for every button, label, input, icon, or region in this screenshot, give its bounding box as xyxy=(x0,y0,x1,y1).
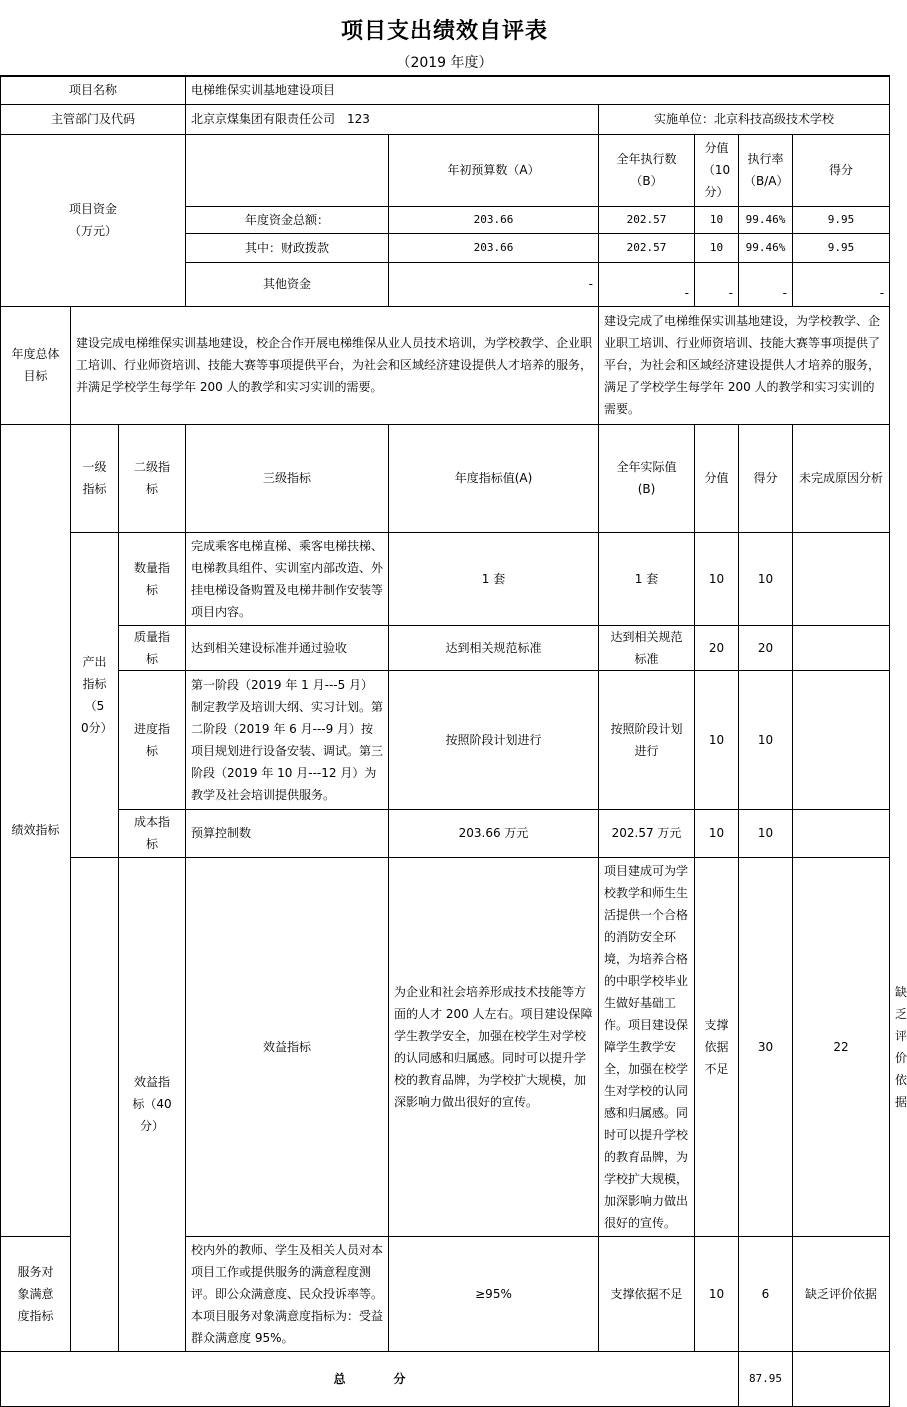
indicator-score-value: 10 xyxy=(695,1236,739,1351)
indicator-level3: 完成乘客电梯直梯、乘客电梯扶梯、电梯教具组件、实训室内部改造、外挂电梯设备购置及电梯井制作安装等项目内容。 xyxy=(186,532,389,625)
indicator-target: 1 套 xyxy=(389,532,599,625)
indicator-reason xyxy=(793,670,890,809)
project-name-value: 电梯维保实训基地建设项目 xyxy=(186,76,890,104)
funds-row-executed: - xyxy=(599,262,695,306)
header-actual: 全年实际值 (B) xyxy=(599,424,695,532)
benefit-section-blank xyxy=(71,857,119,1351)
indicator-row-benefit: 效益指标（40分） 效益指标 为企业和社会培养形成技术技能等方面的人才 200 人左右。项目建设保障学生教学安全，加强在校学生对学校的认同感和归属感。同时可以提升学校的教育品牌，为学校扩大规模，加深影响力做出很好的宣传。 项目建成可为学校教学和师生生活提供一个合格的消防安全环境，为培养合格的中职学校毕业生做好基础工作。项目建设保障学生教学安全，加强在校学生对学校的认同感和归属感。同时可以提升学校的教育品牌，为学校扩大规模，加深影响力做出很好的宣传。 支撑依据不足 30 22 缺乏评价依据 xyxy=(1,857,890,1236)
indicator-target: 按照阶段计划进行 xyxy=(389,670,599,809)
indicator-level2: 质量指标 xyxy=(119,625,186,670)
funds-header-executed: 全年执行数 （B） xyxy=(599,134,695,206)
funds-header-score: 得分 xyxy=(793,134,890,206)
funds-row-rate: - xyxy=(739,262,793,306)
indicator-score: 6 xyxy=(739,1236,793,1351)
header-reason: 未完成原因分析 xyxy=(793,424,890,532)
indicator-level3: 为企业和社会培养形成技术技能等方面的人才 200 人左右。项目建设保障学生教学安全，加强在校学生对学校的认同感和归属感。同时可以提升学校的教育品牌，为学校扩大规模，加深影响力做出很好的宣传。 xyxy=(389,857,599,1236)
indicator-level2: 效益指标 xyxy=(186,857,389,1236)
indicator-level3: 达到相关建设标准并通过验收 xyxy=(186,625,389,670)
header-score-value: 分值 xyxy=(695,424,739,532)
row-project-name xyxy=(1,76,890,104)
header-target: 年度指标值(A) xyxy=(389,424,599,532)
indicator-target: 达到相关规范标准 xyxy=(389,625,599,670)
goals-actual: 建设完成了电梯维保实训基地建设，为学校教学、企业职工培训、行业师资培训、技能大赛等事项提供了平台，为社会和区域经济建设提供人才培养的服务，满足了学校学生每学年 200 人的教学和实习实训的需要。 xyxy=(599,306,890,424)
header-level1: 一级指标 xyxy=(71,424,119,532)
indicator-level2: 成本指标 xyxy=(119,809,186,857)
indicator-target: ≥95% xyxy=(389,1236,599,1351)
indicator-row-cost xyxy=(1,809,890,857)
indicator-target: 203.66 万元 xyxy=(389,809,599,857)
indicator-reason: 缺乏评价依据 xyxy=(793,1236,890,1351)
funds-row-executed: 202.57 xyxy=(599,206,695,233)
indicator-level2: 进度指标 xyxy=(119,670,186,809)
document-subtitle: （2019 年度） xyxy=(396,55,493,71)
dept-label: 主管部门及代码 xyxy=(1,104,186,134)
indicator-score-value: 20 xyxy=(695,625,739,670)
row-dept xyxy=(1,104,890,134)
indicator-actual: 202.57 万元 xyxy=(599,809,695,857)
indicators-section-label: 绩效指标 xyxy=(1,424,71,1236)
self-evaluation-table xyxy=(0,75,907,1407)
indicator-actual: 支撑依据不足 xyxy=(695,857,739,1236)
funds-row-score-value: 10 xyxy=(695,233,739,262)
funds-section-label: 项目资金 （万元） xyxy=(1,134,186,306)
output-group-label: 产出指标（50分） xyxy=(71,532,119,857)
row-total xyxy=(1,1351,890,1406)
funds-row-score: 9.95 xyxy=(793,206,890,233)
funds-row-label: 其中：财政拨款 xyxy=(186,233,389,262)
indicator-actual: 按照阶段计划进行 xyxy=(599,670,695,809)
funds-row-executed: 202.57 xyxy=(599,233,695,262)
indicator-row-progress xyxy=(1,670,890,809)
indicator-target: 项目建成可为学校教学和师生生活提供一个合格的消防安全环境，为培养合格的中职学校毕业生做好基础工作。项目建设保障学生教学安全，加强在校学生对学校的认同感和归属感。同时可以提升学校的教育品牌，为学校扩大规模，加深影响力做出很好的宣传。 xyxy=(599,857,695,1236)
indicator-reason xyxy=(793,809,890,857)
indicator-level3: 预算控制数 xyxy=(186,809,389,857)
indicator-score: 10 xyxy=(739,809,793,857)
funds-row-label: 年度资金总额： xyxy=(186,206,389,233)
row-funds-header xyxy=(1,134,890,206)
indicator-level2: 数量指标 xyxy=(119,532,186,625)
total-label: 总 分 xyxy=(1,1351,739,1406)
funds-row-budget: - xyxy=(389,262,599,306)
funds-header-budget: 年初预算数（A） xyxy=(389,134,599,206)
indicator-actual: 达到相关规范标准 xyxy=(599,625,695,670)
funds-row-budget: 203.66 xyxy=(389,206,599,233)
indicator-score: 10 xyxy=(739,670,793,809)
row-goals xyxy=(1,306,890,424)
goals-label: 年度总体目标 xyxy=(1,306,71,424)
indicator-score-value: 10 xyxy=(695,532,739,625)
indicator-reason xyxy=(793,532,890,625)
indicator-actual: 1 套 xyxy=(599,532,695,625)
funds-row-score-value: - xyxy=(695,262,739,306)
funds-row-label: 其他资金 xyxy=(186,262,389,306)
funds-header-score-value: 分值 （10 分） xyxy=(695,134,739,206)
indicator-level2: 服务对象满意度指标 xyxy=(1,1236,71,1351)
benefit-group-label: 效益指标（40分） xyxy=(119,857,186,1351)
dept-value: 北京京煤集团有限责任公司 123 xyxy=(186,104,599,134)
header-level3: 三级指标 xyxy=(186,424,389,532)
indicator-score: 10 xyxy=(739,532,793,625)
goals-planned: 建设完成电梯维保实训基地建设，校企合作开展电梯维保从业人员技术培训，为学校教学、企业职工培训、行业师资培训、技能大赛等事项提供平台，为社会和区域经济建设提供人才培养的服务，并满足学校学生每学年 200 人的教学和实习实训的需要。 xyxy=(71,306,599,424)
total-score: 87.95 xyxy=(739,1351,793,1406)
funds-row-rate: 99.46% xyxy=(739,233,793,262)
indicator-reason xyxy=(793,625,890,670)
total-blank xyxy=(793,1351,890,1406)
funds-row-rate: 99.46% xyxy=(739,206,793,233)
funds-header-rate: 执行率 （B/A） xyxy=(739,134,793,206)
indicator-level3: 校内外的教师、学生及相关人员对本项目工作或提供服务的满意程度测评。即公众满意度、民众投诉率等。本项目服务对象满意度指标为：受益群众满意度 95%。 xyxy=(186,1236,389,1351)
funds-row-budget: 203.66 xyxy=(389,233,599,262)
indicator-score: 20 xyxy=(739,625,793,670)
indicator-row-quantity xyxy=(1,532,890,625)
indicator-score-value: 30 xyxy=(739,857,793,1236)
impl-unit: 实施单位：北京科技高级技术学校 xyxy=(599,104,890,134)
indicator-score: 22 xyxy=(793,857,890,1236)
header-level2: 二级指标 xyxy=(119,424,186,532)
funds-row-score: - xyxy=(793,262,890,306)
funds-header-blank xyxy=(186,134,389,206)
indicator-row-quality xyxy=(1,625,890,670)
document-title: 项目支出绩效自评表 xyxy=(340,18,548,44)
indicator-level3: 第一阶段（2019 年 1 月---5 月）制定教学及培训大纲、实习计划。第二阶段（2019 年 6 月---9 月）按项目规划进行设备安装、调试。第三阶段（2019 年 10 月---12 月）为教学及社会培训提供服务。 xyxy=(186,670,389,809)
header-score: 得分 xyxy=(739,424,793,532)
funds-row-score-value: 10 xyxy=(695,206,739,233)
indicator-actual: 支撑依据不足 xyxy=(599,1236,695,1351)
row-indicator-header xyxy=(1,424,890,532)
indicator-score-value: 10 xyxy=(695,809,739,857)
indicator-score-value: 10 xyxy=(695,670,739,809)
funds-row-score: 9.95 xyxy=(793,233,890,262)
project-name-label: 项目名称 xyxy=(1,76,186,104)
